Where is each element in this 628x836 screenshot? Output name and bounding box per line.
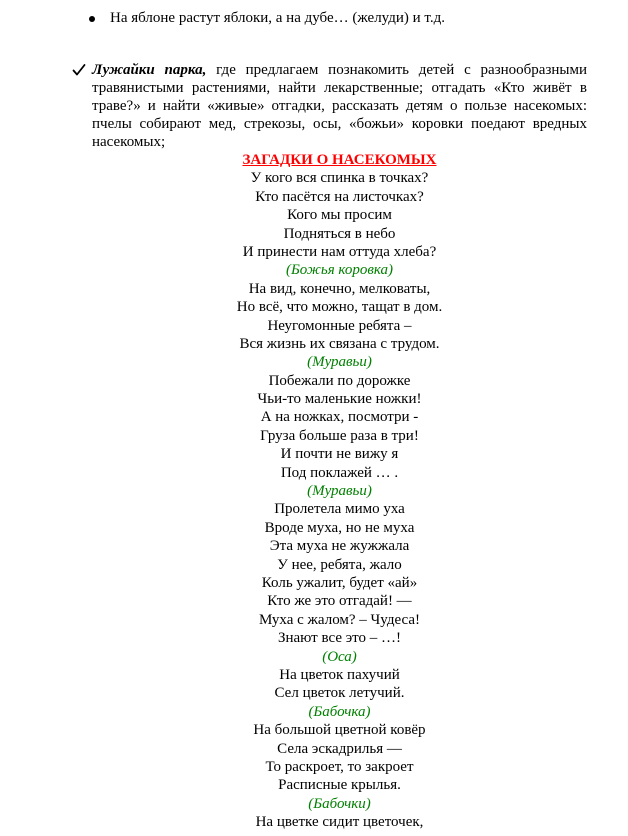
riddle-line: Вся жизнь их связана с трудом.	[239, 335, 440, 352]
riddle-line: Под поклажей … .	[280, 464, 399, 481]
riddle-line: У нее, ребята, жало	[277, 556, 402, 573]
riddle-answer: (Оса)	[322, 648, 357, 665]
section-text: где предлагаем познакомить детей с разнообразными травянистыми растениями, найти лекарственные; отгадать «Кто живёт в траве?» и найти «живые» отгадки, рассказать детям о пользе насекомых: пчелы собирают мед, стрекозы, осы, «божьи» коровки поедают вредных насекомых;	[92, 62, 587, 150]
riddle-line: Кто пасётся на листочках?	[255, 188, 424, 205]
riddle-line: Расписные крылья.	[278, 777, 401, 794]
riddle-line: Сел цветок летучий.	[274, 685, 405, 702]
section-lead: Лужайки парка,	[92, 62, 207, 78]
riddle-line: Побежали по дорожке	[268, 372, 411, 389]
riddle-line: Подняться в небо	[283, 225, 396, 242]
riddle-line: Кто же это отгадай! —	[267, 593, 412, 610]
riddle-line: Чьи-то маленькие ножки!	[257, 391, 422, 408]
riddle-line: И принести нам оттуда хлеба?	[242, 243, 437, 260]
riddle-line: А на ножках, посмотри -	[260, 409, 419, 426]
riddle-line: На цветок пахучий	[279, 666, 400, 683]
riddle-line: Села эскадрилья —	[277, 740, 402, 757]
bullet-dot-icon	[89, 16, 95, 22]
riddle-line: На большой цветной ковёр	[253, 722, 426, 739]
riddle-line: На цветке сидит цветочек,	[255, 814, 424, 831]
riddle-line: Вроде муха, но не муха	[264, 519, 415, 536]
riddle-answer: (Бабочки)	[308, 795, 371, 812]
riddle-line: Пролетела мимо уха	[274, 501, 405, 518]
riddle-line: Эта муха не жужжала	[269, 538, 410, 555]
riddle-line: Муха с жалом? – Чудеса!	[258, 611, 421, 628]
riddle-line: И почти не вижу я	[280, 446, 399, 463]
riddle-line: Груза больше раза в три!	[260, 427, 419, 444]
riddle-answer: (Бабочка)	[308, 703, 371, 720]
riddle-line: Коль ужалит, будет «ай»	[261, 574, 418, 591]
riddle-line: На вид, конечно, мелковаты,	[248, 280, 431, 297]
riddle-line: Неугомонные ребята –	[267, 317, 412, 334]
section-paragraph	[92, 61, 587, 151]
riddle-answer: (Божья коровка)	[285, 262, 394, 279]
checkmark-icon	[72, 63, 86, 77]
bullet-item-text: На яблоне растут яблоки, а на дубе… (желуди) и т.д.	[110, 10, 445, 26]
riddle-line: Но всё, что можно, тащат в дом.	[236, 299, 443, 316]
riddles-heading: ЗАГАДКИ О НАСЕКОМЫХ	[242, 152, 437, 168]
riddles-block	[92, 151, 587, 831]
riddle-answer: (Муравьи)	[307, 483, 372, 500]
riddle-line: Знают все это – …!	[277, 630, 402, 647]
riddle-answer: (Муравьи)	[307, 354, 372, 371]
riddle-line: У кого вся спинка в точках?	[250, 170, 429, 187]
riddle-line: То раскроет, то закроет	[265, 758, 414, 775]
riddle-line: Кого мы просим	[287, 207, 392, 224]
